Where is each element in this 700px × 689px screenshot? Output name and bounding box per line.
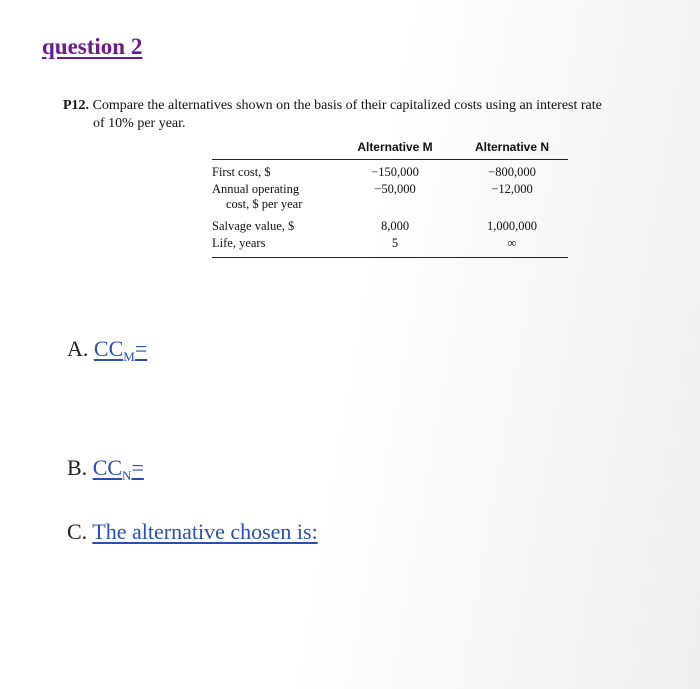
answer-a-prefix: A. bbox=[67, 336, 89, 361]
row-value-m: 8,000 bbox=[380, 219, 410, 233]
problem-text-line1: Compare the alternatives shown on the basis of their capitalized costs using an interest rate bbox=[92, 98, 602, 113]
answer-b-subscript: N bbox=[122, 468, 132, 483]
answer-a-cc: CC bbox=[93, 336, 124, 361]
answer-b-cc: CC bbox=[92, 455, 123, 480]
answer-b bbox=[67, 455, 144, 484]
answer-c-prefix: C. bbox=[67, 519, 88, 544]
answer-a-equals: = bbox=[134, 336, 148, 361]
answer-b-link[interactable] bbox=[92, 455, 144, 483]
answer-c bbox=[67, 519, 318, 545]
row-value-n: 1,000,000 bbox=[487, 219, 537, 233]
answer-a bbox=[67, 336, 147, 365]
table-header-row bbox=[212, 138, 568, 160]
row-label: Life, years bbox=[212, 235, 334, 258]
problem-text-line2: of 10% per year. bbox=[93, 116, 186, 131]
row-label: First cost, $ bbox=[212, 165, 271, 179]
question-title: question 2 bbox=[42, 34, 143, 59]
row-value-n: ∞ bbox=[456, 235, 568, 258]
problem-statement bbox=[63, 97, 683, 133]
table-header-alternative-n: Alternative N bbox=[456, 138, 568, 160]
table-row bbox=[212, 235, 568, 258]
answer-b-prefix: B. bbox=[67, 455, 88, 480]
table-row bbox=[212, 160, 568, 182]
row-value-m: −150,000 bbox=[371, 165, 419, 179]
row-value-m: −50,000 bbox=[374, 182, 416, 196]
row-value-m: 5 bbox=[334, 235, 456, 258]
row-label-line1: Annual operating bbox=[212, 182, 300, 196]
row-value-n: −800,000 bbox=[488, 165, 536, 179]
answer-a-link[interactable] bbox=[93, 336, 148, 364]
row-label bbox=[212, 181, 334, 213]
problem-number: P12. bbox=[63, 98, 90, 113]
row-value-n: −12,000 bbox=[491, 182, 533, 196]
table-row bbox=[212, 181, 568, 213]
answer-a-subscript: M bbox=[123, 349, 135, 364]
table-header-blank bbox=[212, 138, 334, 160]
answer-c-link[interactable]: The alternative chosen is: bbox=[92, 519, 318, 544]
alternatives-table bbox=[212, 138, 568, 258]
answer-b-equals: = bbox=[131, 455, 144, 480]
table-header-alternative-m: Alternative M bbox=[334, 138, 456, 160]
row-label-line2: cost, $ per year bbox=[226, 197, 303, 211]
table-row bbox=[212, 213, 568, 235]
row-label: Salvage value, $ bbox=[212, 219, 295, 233]
